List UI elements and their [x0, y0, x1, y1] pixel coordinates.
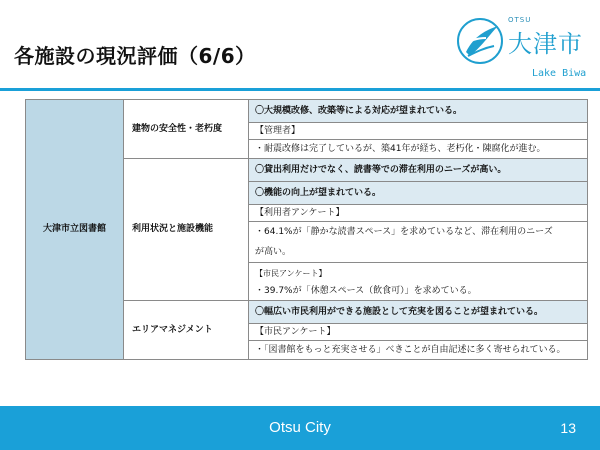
category-cell: エリアマネジメント: [124, 301, 249, 360]
page-title: 各施設の現況評価（6/6）: [14, 44, 256, 68]
facility-name-cell: 大津市立図書館: [26, 100, 124, 360]
finding-cell: 〇貸出利用だけでなく、読書等での滞在利用のニーズが高い。: [249, 159, 588, 182]
category-cell: 利用状況と施設機能: [124, 159, 249, 301]
footer-city-name: Otsu City: [269, 419, 331, 436]
page-number: 13: [560, 420, 576, 436]
source-label-cell: 【管理者】: [249, 123, 588, 140]
detail-cell: [249, 263, 588, 301]
table-row: [26, 100, 588, 123]
city-logo: [456, 16, 592, 82]
category-cell: 建物の安全性・老朽度: [124, 100, 249, 159]
logo-otsu-text: OTSU: [508, 16, 532, 24]
source-label-cell: 【利用者アンケート】: [249, 205, 588, 222]
footer-bar: [0, 406, 600, 450]
detail-cell: ・耐震改修は完了しているが、築41年が経ち、老朽化・陳腐化が進む。: [249, 140, 588, 159]
evaluation-table: [25, 99, 588, 360]
source-label: 【市民アンケート】: [255, 269, 327, 278]
detail-cell: ・「図書館をもっと充実させる」べきことが自由記述に多く寄せられている。: [249, 341, 588, 360]
logo-lake-biwa: Lake Biwa: [532, 68, 587, 79]
detail-line: ・64.1%が「静かな読書スペース」を求めているなど、滞在利用のニーズ: [255, 227, 553, 237]
finding-cell: 〇大規模改修、改築等による対応が望まれている。: [249, 100, 588, 123]
finding-cell: 〇機能の向上が望まれている。: [249, 182, 588, 205]
source-label-cell: 【市民アンケート】: [249, 324, 588, 341]
finding-cell: 〇幅広い市民利用ができる施設として充実を図ることが望まれている。: [249, 301, 588, 324]
detail-cell: [249, 222, 588, 263]
detail-line: ・39.7%が「休憩スペース（飲食可）」を求めている。: [255, 286, 477, 296]
logo-city-name: 大津市: [508, 30, 583, 58]
detail-line: が高い。: [255, 247, 292, 257]
title-divider: [0, 88, 600, 91]
lake-leaf-emblem-icon: [456, 16, 504, 66]
